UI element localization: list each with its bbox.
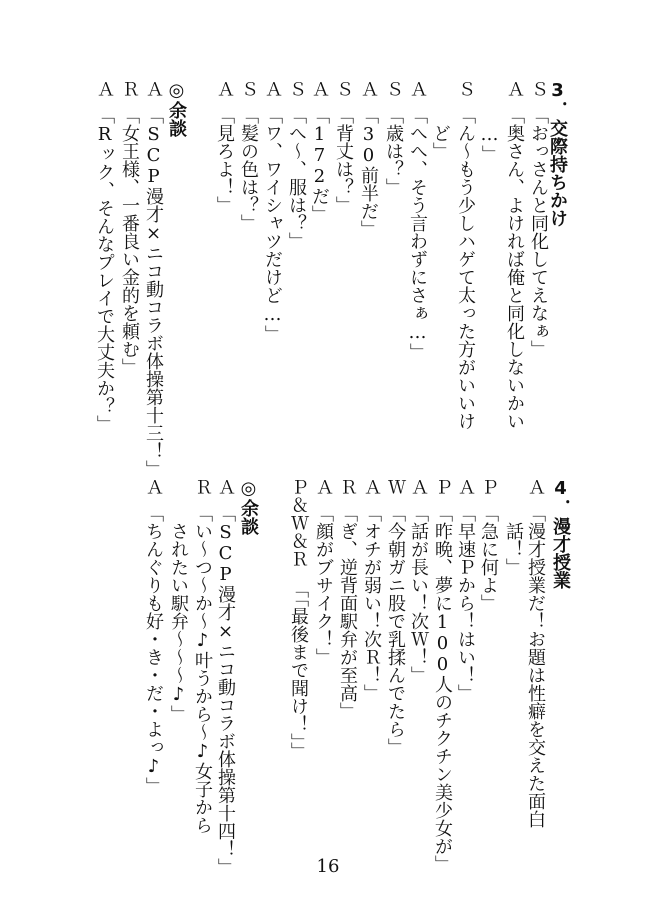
speaker: Ａ [361,478,382,496]
line-text: 「オチが弱い！次Ｒ！」 [361,504,382,702]
speaker: Ａ [455,478,476,496]
speaker: Ａ [309,80,330,98]
line-text: 「い～つ～か～♪叶うから～♪女子から [192,504,213,834]
section-heading: 4．漫才授業 [550,478,571,589]
line-text: 「話が長い！次Ｗ！」 [408,504,429,684]
speaker: Ａ [407,80,428,98]
line-text: 「172だ」 [309,106,330,223]
line-text: 「歳は？」 [383,106,404,196]
speaker: Ａ [143,478,164,496]
speaker: Ａ [358,80,379,98]
line-text: 「30前半だ」 [358,106,379,238]
speaker: Ａ [215,478,236,496]
line-text: 「ん～もう少しハゲて太った方がいいけ [455,106,476,430]
line-continuation: …」 [479,124,500,163]
speaker: Ｓ [528,80,549,98]
speaker: Ａ [408,478,429,496]
line-text: 「背丈は？」 [333,106,354,214]
speaker: Ｓ [286,80,307,98]
speaker: Ｓ [455,80,476,98]
page-number: 16 [316,856,340,877]
speaker: Ｒ [119,80,140,98]
line-text: 「SCP漫才×ニコ動コラボ体操第十三！」 [143,106,164,478]
section-heading: 3．交際持ちかけ [547,80,568,227]
speaker: Ａ [262,80,283,98]
speaker: Ｒ [337,478,358,496]
speaker: Ａ [313,478,334,496]
speaker: Ａ [94,80,115,98]
line-text: 「ちんぐりも好・き・だ・よっ♪」 [143,504,164,795]
line-continuation: 話！」 [503,522,524,576]
line-continuation: されたい駅弁～～～♪」 [168,522,189,723]
line-text: 「昨晩、夢に100人のチクチン美少女が」 [432,504,453,873]
speaker: Ｐ [432,478,453,496]
aside-heading: ◎余談 [238,478,259,535]
line-text: 「ワ、ワイシャツだけど…」 [262,106,283,343]
line-text: 「漫才授業だ！お題は性癖を交えた面白 [525,504,546,828]
speaker: Ｓ [383,80,404,98]
speaker: Ｓ [333,80,354,98]
line-text: 「SCP漫才×ニコ動コラボ体操第十四！」 [215,504,236,876]
speaker: Ｓ [238,80,259,98]
aside-heading: ◎余談 [166,80,187,137]
line-text: 「おっさんと同化してえなぁ」 [528,106,549,358]
line-text: 「早速Ｐから！はい！」 [455,504,476,702]
speaker: Ｐ＆Ｗ＆Ｒ [288,478,309,568]
line-text: 「へへ、そう言わずにさぁ…」 [407,106,428,361]
speaker: Ｒ [192,478,213,496]
line-text: 「見ろよ！」 [214,106,235,214]
speaker: Ａ [143,80,164,98]
line-text: 「奥さん、よければ俺と同化しないかい [504,106,525,430]
line-text: 「髪の色は？」 [238,106,259,232]
speaker: Ａ [504,80,525,98]
line-text: 「へ～、服は？」 [286,106,307,250]
line-text: 「今朝ガニ股で乳揉んでたら」 [385,504,406,756]
line-text: 「Rック、そんなプレイで大丈夫か？」 [94,106,115,433]
line-text: 「女王様、一番良い金的を頼む」 [119,106,140,376]
line-text: 「急に何よ」 [478,504,499,612]
speaker: Ｐ [478,478,499,496]
line-text: 「ぎ、逆背面駅弁が至高」 [337,504,358,720]
line-text: 「「最後まで聞け！」」 [288,580,309,760]
speaker: Ａ [525,478,546,496]
speaker: Ｗ [385,478,406,496]
speaker: Ａ [214,80,235,98]
line-text: 「顔がブサイク！」 [313,504,334,666]
line-continuation: ど」 [430,124,451,160]
